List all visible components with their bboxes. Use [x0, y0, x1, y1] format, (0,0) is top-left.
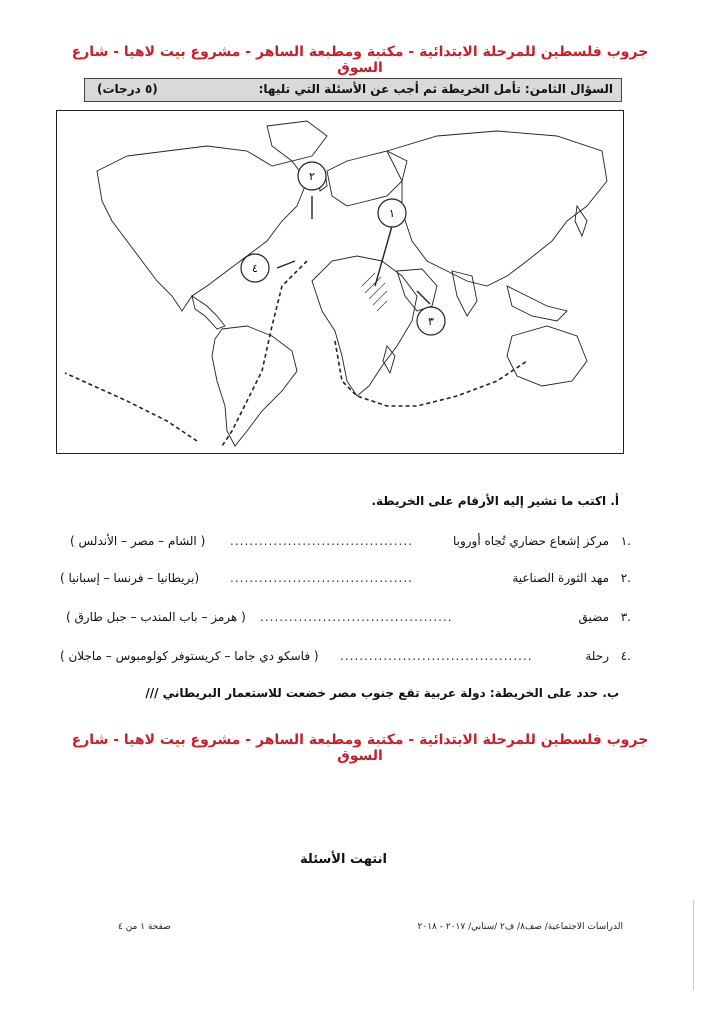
part-b: ب. حدد على الخريطة: دولة عربية تقع جنوب مصر خضعت للاستعمار البريطاني ///	[145, 686, 619, 700]
marker-4	[241, 254, 269, 282]
item-3-num: ٣.	[620, 610, 631, 624]
route-dashed	[65, 261, 527, 446]
asia-outline	[387, 131, 607, 286]
marker-1	[378, 199, 406, 227]
item-2-text: مهد الثورة الصناعية	[512, 571, 609, 585]
africa-outline	[312, 256, 417, 396]
arabia-outline	[397, 269, 437, 311]
item-3-text: مضيق	[578, 610, 609, 624]
item-2-num: ٢.	[620, 571, 631, 585]
central-america-outline	[192, 296, 225, 329]
marker-2-label: ٢	[309, 170, 315, 183]
question-score: (٥ درجات)	[97, 82, 158, 96]
item-4-text: رحلة	[585, 649, 609, 663]
australia-outline	[507, 326, 587, 386]
item-4-num: ٤.	[620, 649, 631, 663]
marker-3	[417, 307, 445, 335]
southeast-asia-outline	[507, 286, 567, 321]
item-1-num: ١.	[620, 534, 631, 548]
item-3-dots: ........................................	[260, 610, 453, 624]
south-america-outline	[212, 326, 297, 446]
marker-1-label: ١	[389, 207, 395, 220]
sudan-hatch	[362, 273, 387, 311]
item-4-dots: ........................................	[340, 649, 533, 663]
footer-course: الدراسات الاجتماعية/ صف٨/ ف٢ /سنابي/ ٢٠١٧ - ٢٠١٨	[417, 922, 623, 932]
item-4-answer: ( فاسكو دي جاما – كريستوفر كولومبوس – ماجلان )	[60, 649, 319, 663]
footer-page: صفحة ١ من ٤	[118, 922, 171, 932]
header-top: جروب فلسطين للمرحلة الابتدائية - مكتبة ومطبعة الساهر - مشروع بيت لاهيا - شارع السوق	[71, 44, 649, 76]
marker-arrows	[277, 196, 430, 304]
item-1-dots: ......................................	[230, 534, 413, 548]
item-1-answer: ( الشام – مصر – الأندلس )	[70, 534, 206, 548]
part-a-title: أ. اكتب ما تشير إليه الأرقام على الخريطة.	[371, 494, 619, 508]
header-bottom: جروب فلسطين للمرحلة الابتدائية - مكتبة ومطبعة الساهر - مشروع بيت لاهيا - شارع السوق	[71, 732, 649, 764]
india-outline	[452, 271, 477, 316]
item-1-text: مركز إشعاع حضاري تُجاه أوروبا	[452, 534, 609, 548]
item-2-dots: ......................................	[230, 571, 413, 585]
madagascar-outline	[383, 346, 395, 373]
greenland-outline	[267, 121, 327, 161]
europe-outline	[327, 151, 407, 206]
question-bar	[84, 78, 622, 102]
marker-4-label: ٤	[252, 262, 258, 275]
end-text: انتهت الأسئلة	[300, 852, 387, 867]
world-map	[56, 110, 624, 454]
item-2-answer: (بريطانيا – فرنسا – إسبانيا )	[60, 571, 200, 585]
marker-3-label: ٣	[428, 315, 434, 328]
marker-2	[298, 162, 326, 190]
scan-edge-line	[693, 900, 694, 990]
north-america-outline	[97, 146, 307, 311]
question-title: السؤال الثامن: تأمل الخريطة ثم أجب عن الأسئلة التي تليها:	[258, 82, 613, 96]
item-3-answer: ( هرمز – باب المندب – جبل طارق )	[66, 610, 246, 624]
world-map-drawing	[57, 111, 623, 453]
